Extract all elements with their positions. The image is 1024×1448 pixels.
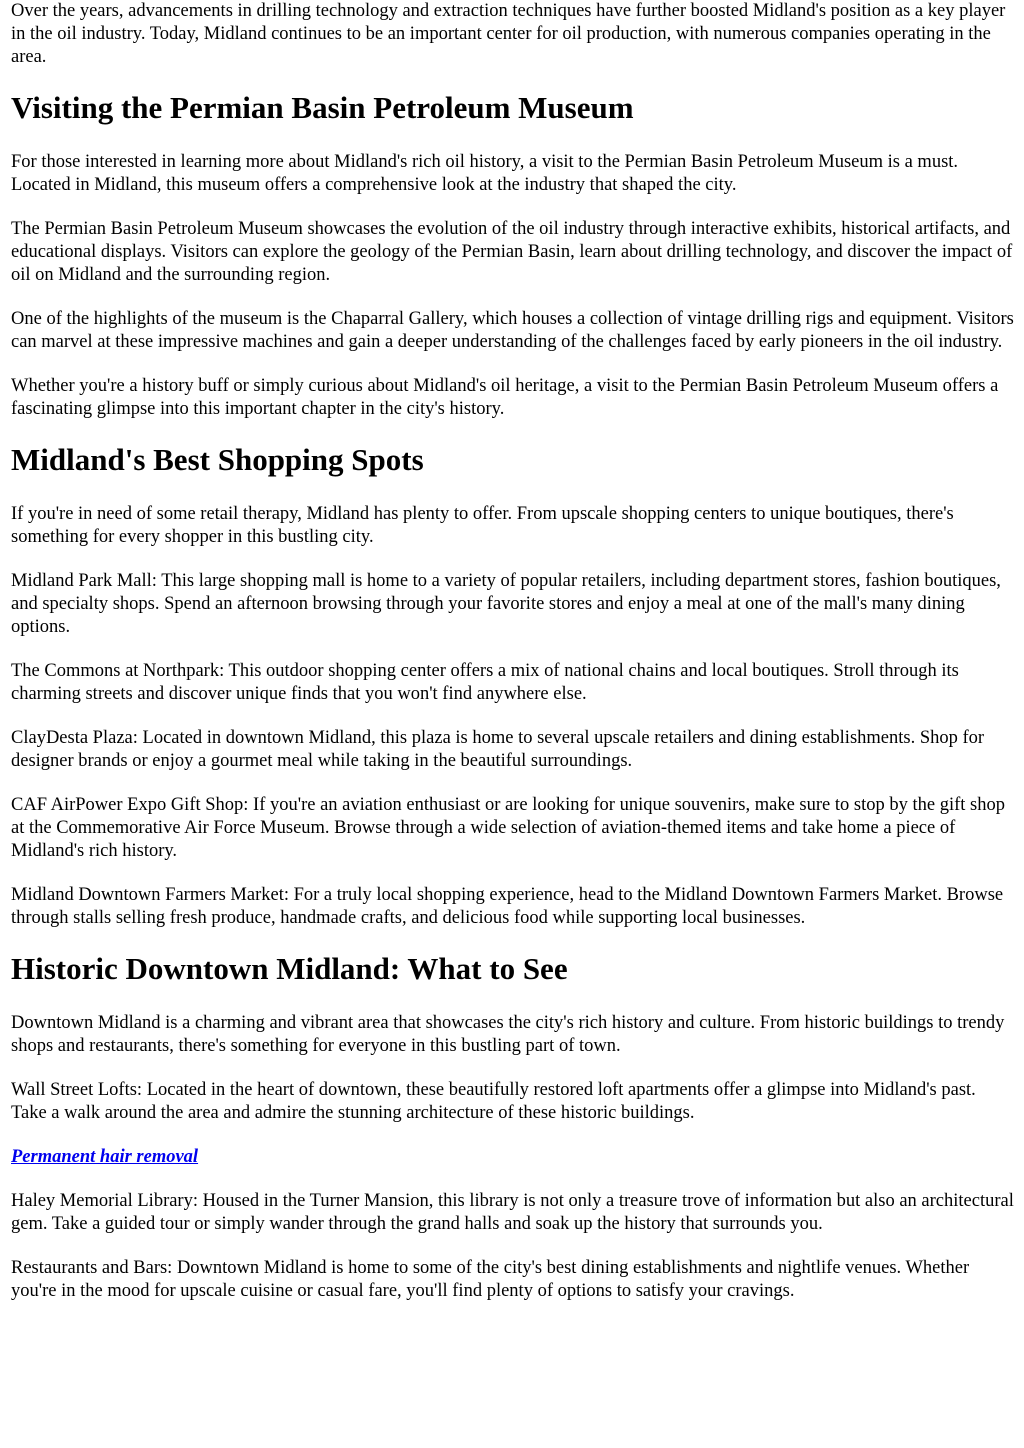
museum-paragraph-3: One of the highlights of the museum is the Chaparral Gallery, which houses a collection of vintage drilling rigs and equipment. Visitors can marvel at these impressive machines and gain a deeper understanding of the challenges faced by early pioneers in the oil industry. [11, 309, 1014, 352]
shopping-heading: Midland's Best Shopping Spots [11, 442, 424, 477]
intro-paragraph: Over the years, advancements in drilling technology and extraction techniques have further boosted Midland's position as a key player in the oil industry. Today, Midland continues to be an important center for oil production, with numerous companies operating in the area. [11, 1, 1006, 67]
shopping-paragraph-2: Midland Park Mall: This large shopping mall is home to a variety of popular retailers, including department stores, fashion boutiques, and specialty shops. Spend an afternoon browsing through your favorite stores and enjoy a meal at one of the mall's many dining options. [11, 571, 1001, 637]
museum-paragraph-2: The Permian Basin Petroleum Museum showcases the evolution of the oil industry through interactive exhibits, historical artifacts, and educational displays. Visitors can explore the geology of the Permian Basin, learn about drilling technology, and discover the impact of oil on Midland and the surrounding region. [11, 219, 1013, 285]
downtown-paragraph-4: Restaurants and Bars: Downtown Midland is home to some of the city's best dining establishments and nightlife venues. Whether you're in the mood for upscale cuisine or casual fare, you'll find plenty of options to satisfy your cravings. [11, 1258, 970, 1301]
shopping-paragraph-1: If you're in need of some retail therapy, Midland has plenty to offer. From upscale shopping centers to unique boutiques, there's something for every shopper in this bustling city. [11, 504, 954, 547]
shopping-paragraph-3: The Commons at Northpark: This outdoor shopping center offers a mix of national chains and local boutiques. Stroll through its charming streets and discover unique finds that you won't find anywhere else. [11, 661, 959, 704]
downtown-heading: Historic Downtown Midland: What to See [11, 951, 568, 986]
museum-paragraph-1: For those interested in learning more about Midland's rich oil history, a visit to the Permian Basin Petroleum Museum is a must. Located in Midland, this museum offers a comprehensive look at the industry that shaped the city. [11, 152, 959, 195]
museum-heading: Visiting the Permian Basin Petroleum Museum [11, 90, 634, 125]
downtown-paragraph-2: Wall Street Lofts: Located in the heart of downtown, these beautifully restored loft apartments offer a glimpse into Midland's past. Take a walk around the area and admire the stunning architecture of these historic buildings. [11, 1080, 976, 1123]
downtown-paragraph-1: Downtown Midland is a charming and vibrant area that showcases the city's rich history and culture. From historic buildings to trendy shops and restaurants, there's something for everyone in this bustling part of town. [11, 1013, 1005, 1056]
museum-paragraph-4: Whether you're a history buff or simply curious about Midland's oil heritage, a visit to the Permian Basin Petroleum Museum offers a fascinating glimpse into this important chapter in the city's history. [11, 376, 999, 419]
shopping-paragraph-4: ClayDesta Plaza: Located in downtown Midland, this plaza is home to several upscale retailers and dining establishments. Shop for designer brands or enjoy a gourmet meal while taking in the beautiful surroundings. [11, 728, 985, 771]
link-paragraph [11, 1146, 1014, 1169]
permanent-hair-removal-link[interactable]: Permanent hair removal [11, 1147, 199, 1167]
shopping-paragraph-6: Midland Downtown Farmers Market: For a truly local shopping experience, head to the Midland Downtown Farmers Market. Browse through stalls selling fresh produce, handmade crafts, and delicious food while supporting local businesses. [11, 885, 1004, 928]
shopping-paragraph-5: CAF AirPower Expo Gift Shop: If you're an aviation enthusiast or are looking for unique souvenirs, make sure to stop by the gift shop at the Commemorative Air Force Museum. Browse through a wide selection of aviation-themed items and take home a piece of Midland's rich history. [11, 795, 1005, 861]
downtown-paragraph-3: Haley Memorial Library: Housed in the Turner Mansion, this library is not only a treasure trove of information but also an architectural gem. Take a guided tour or simply wander through the grand halls and soak up the history that surrounds you. [11, 1191, 1014, 1234]
